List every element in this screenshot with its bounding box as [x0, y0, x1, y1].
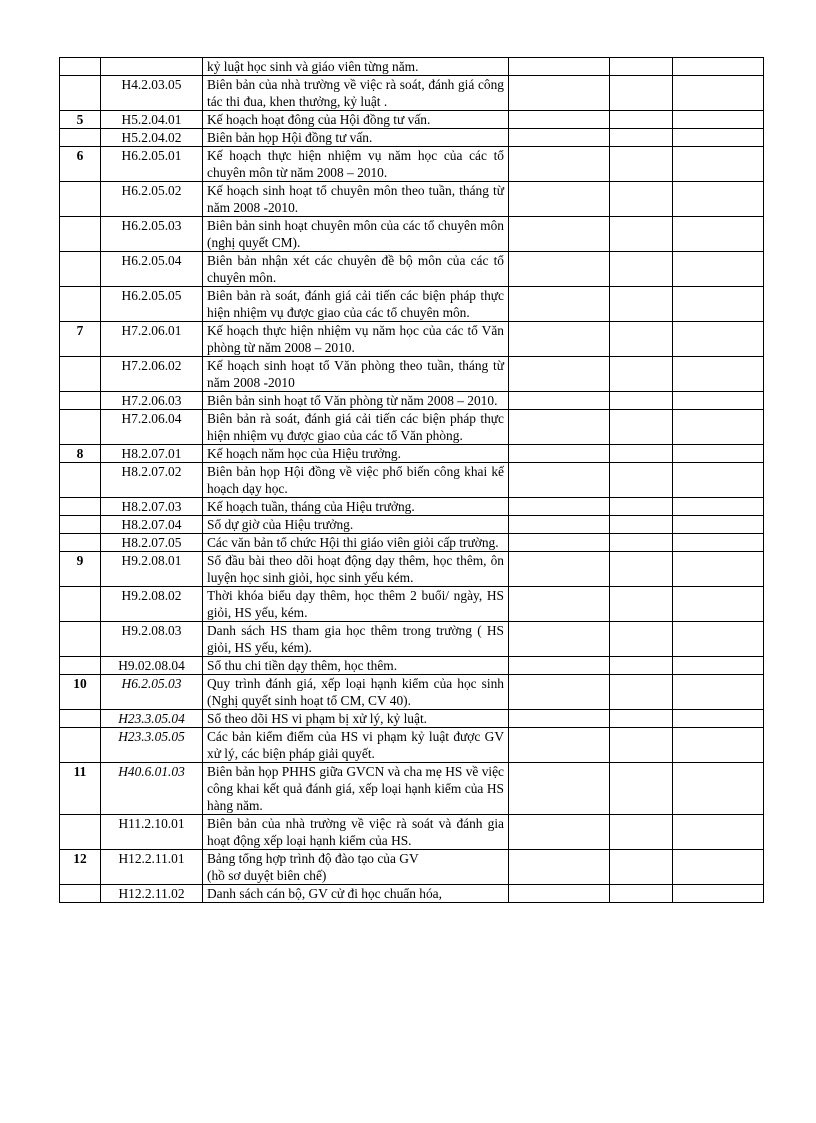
evidence-description-cell: Sổ theo dõi HS vi phạm bị xử lý, kỷ luật. — [203, 710, 509, 728]
empty-cell — [610, 516, 673, 534]
criterion-number-cell: 8 — [60, 445, 101, 463]
empty-cell — [673, 516, 764, 534]
empty-cell — [509, 392, 610, 410]
criterion-number-cell — [60, 217, 101, 252]
table-row — [60, 287, 764, 322]
empty-cell — [610, 534, 673, 552]
evidence-code-cell: H7.2.06.01 — [101, 322, 203, 357]
evidence-description-cell: Thời khóa biểu dạy thêm, học thêm 2 buổi/ ngày, HS giỏi, HS yếu, kém. — [203, 587, 509, 622]
table-row — [60, 410, 764, 445]
empty-cell — [610, 58, 673, 76]
empty-cell — [509, 498, 610, 516]
criterion-number-cell: 11 — [60, 763, 101, 815]
table-row — [60, 622, 764, 657]
criterion-number-cell — [60, 728, 101, 763]
evidence-code-cell: H9.2.08.02 — [101, 587, 203, 622]
evidence-description-cell: Sổ dự giờ của Hiệu trưởng. — [203, 516, 509, 534]
evidence-code-cell: H8.2.07.05 — [101, 534, 203, 552]
criterion-number-cell — [60, 129, 101, 147]
evidence-description-cell: Biên bản sinh hoạt chuyên môn của các tổ chuyên môn (nghị quyết CM). — [203, 217, 509, 252]
table-row — [60, 885, 764, 903]
evidence-description-cell: Biên bản họp Hội đồng về việc phổ biến công khai kế hoạch dạy học. — [203, 463, 509, 498]
evidence-code-cell: H6.2.05.01 — [101, 147, 203, 182]
empty-cell — [509, 516, 610, 534]
empty-cell — [610, 129, 673, 147]
evidence-code-cell: H6.2.05.02 — [101, 182, 203, 217]
criterion-number-cell — [60, 357, 101, 392]
criterion-number-cell — [60, 498, 101, 516]
empty-cell — [673, 410, 764, 445]
empty-cell — [509, 182, 610, 217]
criterion-number-cell — [60, 657, 101, 675]
evidence-code-cell: H7.2.06.02 — [101, 357, 203, 392]
empty-cell — [509, 111, 610, 129]
empty-cell — [509, 763, 610, 815]
empty-cell — [673, 534, 764, 552]
empty-cell — [673, 885, 764, 903]
empty-cell — [509, 357, 610, 392]
criterion-number-cell — [60, 710, 101, 728]
empty-cell — [509, 850, 610, 885]
empty-cell — [610, 445, 673, 463]
evidence-code-cell: H6.2.05.04 — [101, 252, 203, 287]
criterion-number-cell — [60, 410, 101, 445]
evidence-code-cell: H23.3.05.04 — [101, 710, 203, 728]
empty-cell — [610, 675, 673, 710]
evidence-code-cell: H7.2.06.03 — [101, 392, 203, 410]
empty-cell — [673, 552, 764, 587]
table-row — [60, 675, 764, 710]
criterion-number-cell — [60, 587, 101, 622]
empty-cell — [610, 182, 673, 217]
criterion-number-cell — [60, 76, 101, 111]
table-row — [60, 217, 764, 252]
evidence-description-cell: Biên bản nhận xét các chuyên đề bộ môn của các tổ chuyên môn. — [203, 252, 509, 287]
empty-cell — [673, 58, 764, 76]
criterion-number-cell: 7 — [60, 322, 101, 357]
empty-cell — [673, 392, 764, 410]
evidence-code-cell: H40.6.01.03 — [101, 763, 203, 815]
table-row — [60, 763, 764, 815]
evidence-description-cell: Kế hoạch thực hiện nhiệm vụ năm học của các tổ Văn phòng từ năm 2008 – 2010. — [203, 322, 509, 357]
empty-cell — [610, 552, 673, 587]
table-row — [60, 815, 764, 850]
criterion-number-cell: 9 — [60, 552, 101, 587]
table-row — [60, 322, 764, 357]
evidence-table — [59, 57, 764, 903]
evidence-code-cell: H7.2.06.04 — [101, 410, 203, 445]
evidence-code-cell — [101, 58, 203, 76]
evidence-description-cell: Sổ thu chi tiền dạy thêm, học thêm. — [203, 657, 509, 675]
empty-cell — [610, 357, 673, 392]
table-row — [60, 728, 764, 763]
evidence-description-cell: Biên bản họp PHHS giữa GVCN và cha mẹ HS về việc công khai kết quả đánh giá, xếp loại hạnh kiểm của HS hàng năm. — [203, 763, 509, 815]
empty-cell — [673, 129, 764, 147]
empty-cell — [509, 410, 610, 445]
empty-cell — [610, 587, 673, 622]
empty-cell — [610, 322, 673, 357]
evidence-code-cell: H9.2.08.03 — [101, 622, 203, 657]
empty-cell — [673, 815, 764, 850]
table-row — [60, 129, 764, 147]
table-row — [60, 252, 764, 287]
empty-cell — [610, 657, 673, 675]
evidence-description-cell: Kế hoạch thực hiện nhiệm vụ năm học của các tổ chuyên môn từ năm 2008 – 2010. — [203, 147, 509, 182]
evidence-code-cell: H8.2.07.02 — [101, 463, 203, 498]
criterion-number-cell — [60, 58, 101, 76]
evidence-description-cell: Các văn bản tổ chức Hội thi giáo viên giỏi cấp trường. — [203, 534, 509, 552]
empty-cell — [673, 587, 764, 622]
table-row — [60, 392, 764, 410]
empty-cell — [610, 763, 673, 815]
evidence-code-cell: H5.2.04.01 — [101, 111, 203, 129]
empty-cell — [610, 76, 673, 111]
empty-cell — [509, 217, 610, 252]
empty-cell — [509, 147, 610, 182]
empty-cell — [673, 357, 764, 392]
criterion-number-cell — [60, 815, 101, 850]
empty-cell — [673, 622, 764, 657]
criterion-number-cell — [60, 534, 101, 552]
empty-cell — [509, 58, 610, 76]
evidence-code-cell: H9.2.08.01 — [101, 552, 203, 587]
evidence-table-body — [60, 58, 764, 903]
table-row — [60, 516, 764, 534]
table-row — [60, 76, 764, 111]
table-row — [60, 463, 764, 498]
criterion-number-cell — [60, 516, 101, 534]
evidence-description-cell: Biên bản của nhà trường về việc rà soát và đánh gia hoạt động xếp loại hạnh kiểm của HS. — [203, 815, 509, 850]
empty-cell — [509, 587, 610, 622]
criterion-number-cell: 6 — [60, 147, 101, 182]
empty-cell — [509, 252, 610, 287]
empty-cell — [509, 657, 610, 675]
empty-cell — [509, 445, 610, 463]
empty-cell — [610, 392, 673, 410]
evidence-code-cell: H8.2.07.04 — [101, 516, 203, 534]
empty-cell — [673, 710, 764, 728]
criterion-number-cell — [60, 392, 101, 410]
empty-cell — [610, 410, 673, 445]
empty-cell — [673, 445, 764, 463]
empty-cell — [673, 463, 764, 498]
empty-cell — [673, 850, 764, 885]
criterion-number-cell — [60, 885, 101, 903]
evidence-code-cell: H9.02.08.04 — [101, 657, 203, 675]
empty-cell — [509, 287, 610, 322]
criterion-number-cell — [60, 182, 101, 217]
empty-cell — [673, 111, 764, 129]
evidence-description-cell: Biên bản sinh hoạt tổ Văn phòng từ năm 2008 – 2010. — [203, 392, 509, 410]
evidence-description-cell: Biên bản của nhà trường về việc rà soát, đánh giá công tác thi đua, khen thưởng, kỷ luật . — [203, 76, 509, 111]
evidence-code-cell: H6.2.05.03 — [101, 217, 203, 252]
evidence-code-cell: H5.2.04.02 — [101, 129, 203, 147]
empty-cell — [509, 885, 610, 903]
evidence-code-cell: H6.2.05.05 — [101, 287, 203, 322]
empty-cell — [610, 147, 673, 182]
empty-cell — [673, 287, 764, 322]
table-row — [60, 58, 764, 76]
evidence-description-cell: Bảng tổng hợp trình độ đào tạo của GV (hồ sơ duyệt biên chế) — [203, 850, 509, 885]
table-row — [60, 534, 764, 552]
table-row — [60, 850, 764, 885]
evidence-code-cell: H4.2.03.05 — [101, 76, 203, 111]
empty-cell — [509, 552, 610, 587]
empty-cell — [509, 710, 610, 728]
table-row — [60, 111, 764, 129]
table-row — [60, 357, 764, 392]
empty-cell — [610, 815, 673, 850]
empty-cell — [509, 322, 610, 357]
evidence-description-cell: Biên bản rà soát, đánh giá cải tiến các biện pháp thực hiện nhiệm vụ được giao của các tổ Văn phòng. — [203, 410, 509, 445]
evidence-description-cell: Kế hoạch sinh hoạt tổ Văn phòng theo tuần, tháng từ năm 2008 -2010 — [203, 357, 509, 392]
empty-cell — [673, 498, 764, 516]
criterion-number-cell: 5 — [60, 111, 101, 129]
empty-cell — [610, 217, 673, 252]
empty-cell — [610, 111, 673, 129]
table-row — [60, 445, 764, 463]
empty-cell — [509, 463, 610, 498]
evidence-description-cell: Biên bản rà soát, đánh giá cải tiến các biện pháp thực hiện nhiệm vụ được giao của các tổ chuyên môn. — [203, 287, 509, 322]
table-row — [60, 710, 764, 728]
empty-cell — [509, 76, 610, 111]
evidence-description-cell: Sổ đầu bài theo dõi hoạt động dạy thêm, học thêm, ôn luyện học sinh giỏi, học sinh yếu kém. — [203, 552, 509, 587]
empty-cell — [509, 675, 610, 710]
empty-cell — [610, 622, 673, 657]
empty-cell — [673, 147, 764, 182]
empty-cell — [610, 728, 673, 763]
evidence-description-cell: Danh sách HS tham gia học thêm trong trường ( HS giỏi, HS yếu, kém). — [203, 622, 509, 657]
empty-cell — [673, 182, 764, 217]
evidence-code-cell: H6.2.05.03 — [101, 675, 203, 710]
criterion-number-cell — [60, 287, 101, 322]
empty-cell — [673, 657, 764, 675]
empty-cell — [509, 622, 610, 657]
evidence-code-cell: H23.3.05.05 — [101, 728, 203, 763]
empty-cell — [509, 534, 610, 552]
table-row — [60, 498, 764, 516]
evidence-description-cell: Kế hoạch hoạt đông của Hội đồng tư vấn. — [203, 111, 509, 129]
empty-cell — [673, 252, 764, 287]
evidence-description-cell: Các bản kiểm điểm của HS vi phạm kỷ luật được GV xử lý, các biện pháp giải quyết. — [203, 728, 509, 763]
table-row — [60, 182, 764, 217]
empty-cell — [673, 217, 764, 252]
empty-cell — [610, 287, 673, 322]
evidence-code-cell: H12.2.11.01 — [101, 850, 203, 885]
table-row — [60, 552, 764, 587]
criterion-number-cell: 12 — [60, 850, 101, 885]
evidence-description-cell: Biên bản họp Hội đồng tư vấn. — [203, 129, 509, 147]
empty-cell — [509, 129, 610, 147]
evidence-description-cell: kỷ luật học sinh và giáo viên từng năm. — [203, 58, 509, 76]
evidence-description-cell: Kế hoạch tuần, tháng của Hiệu trưởng. — [203, 498, 509, 516]
table-row — [60, 147, 764, 182]
empty-cell — [610, 498, 673, 516]
evidence-code-cell: H11.2.10.01 — [101, 815, 203, 850]
evidence-code-cell: H8.2.07.03 — [101, 498, 203, 516]
criterion-number-cell — [60, 463, 101, 498]
evidence-description-cell: Danh sách cán bộ, GV cử đi học chuẩn hóa, — [203, 885, 509, 903]
empty-cell — [673, 76, 764, 111]
empty-cell — [673, 763, 764, 815]
empty-cell — [509, 728, 610, 763]
criterion-number-cell: 10 — [60, 675, 101, 710]
empty-cell — [673, 728, 764, 763]
empty-cell — [610, 252, 673, 287]
table-row — [60, 657, 764, 675]
empty-cell — [509, 815, 610, 850]
evidence-code-cell: H12.2.11.02 — [101, 885, 203, 903]
empty-cell — [610, 463, 673, 498]
evidence-code-cell: H8.2.07.01 — [101, 445, 203, 463]
empty-cell — [610, 885, 673, 903]
evidence-description-cell: Quy trình đánh giá, xếp loại hạnh kiểm của học sinh (Nghị quyết sinh hoạt tổ CM, CV 40). — [203, 675, 509, 710]
criterion-number-cell — [60, 622, 101, 657]
evidence-description-cell: Kế hoạch năm học của Hiệu trưởng. — [203, 445, 509, 463]
empty-cell — [610, 850, 673, 885]
empty-cell — [673, 322, 764, 357]
table-row — [60, 587, 764, 622]
empty-cell — [610, 710, 673, 728]
empty-cell — [673, 675, 764, 710]
evidence-description-cell: Kế hoạch sinh hoạt tổ chuyên môn theo tuần, tháng từ năm 2008 -2010. — [203, 182, 509, 217]
criterion-number-cell — [60, 252, 101, 287]
